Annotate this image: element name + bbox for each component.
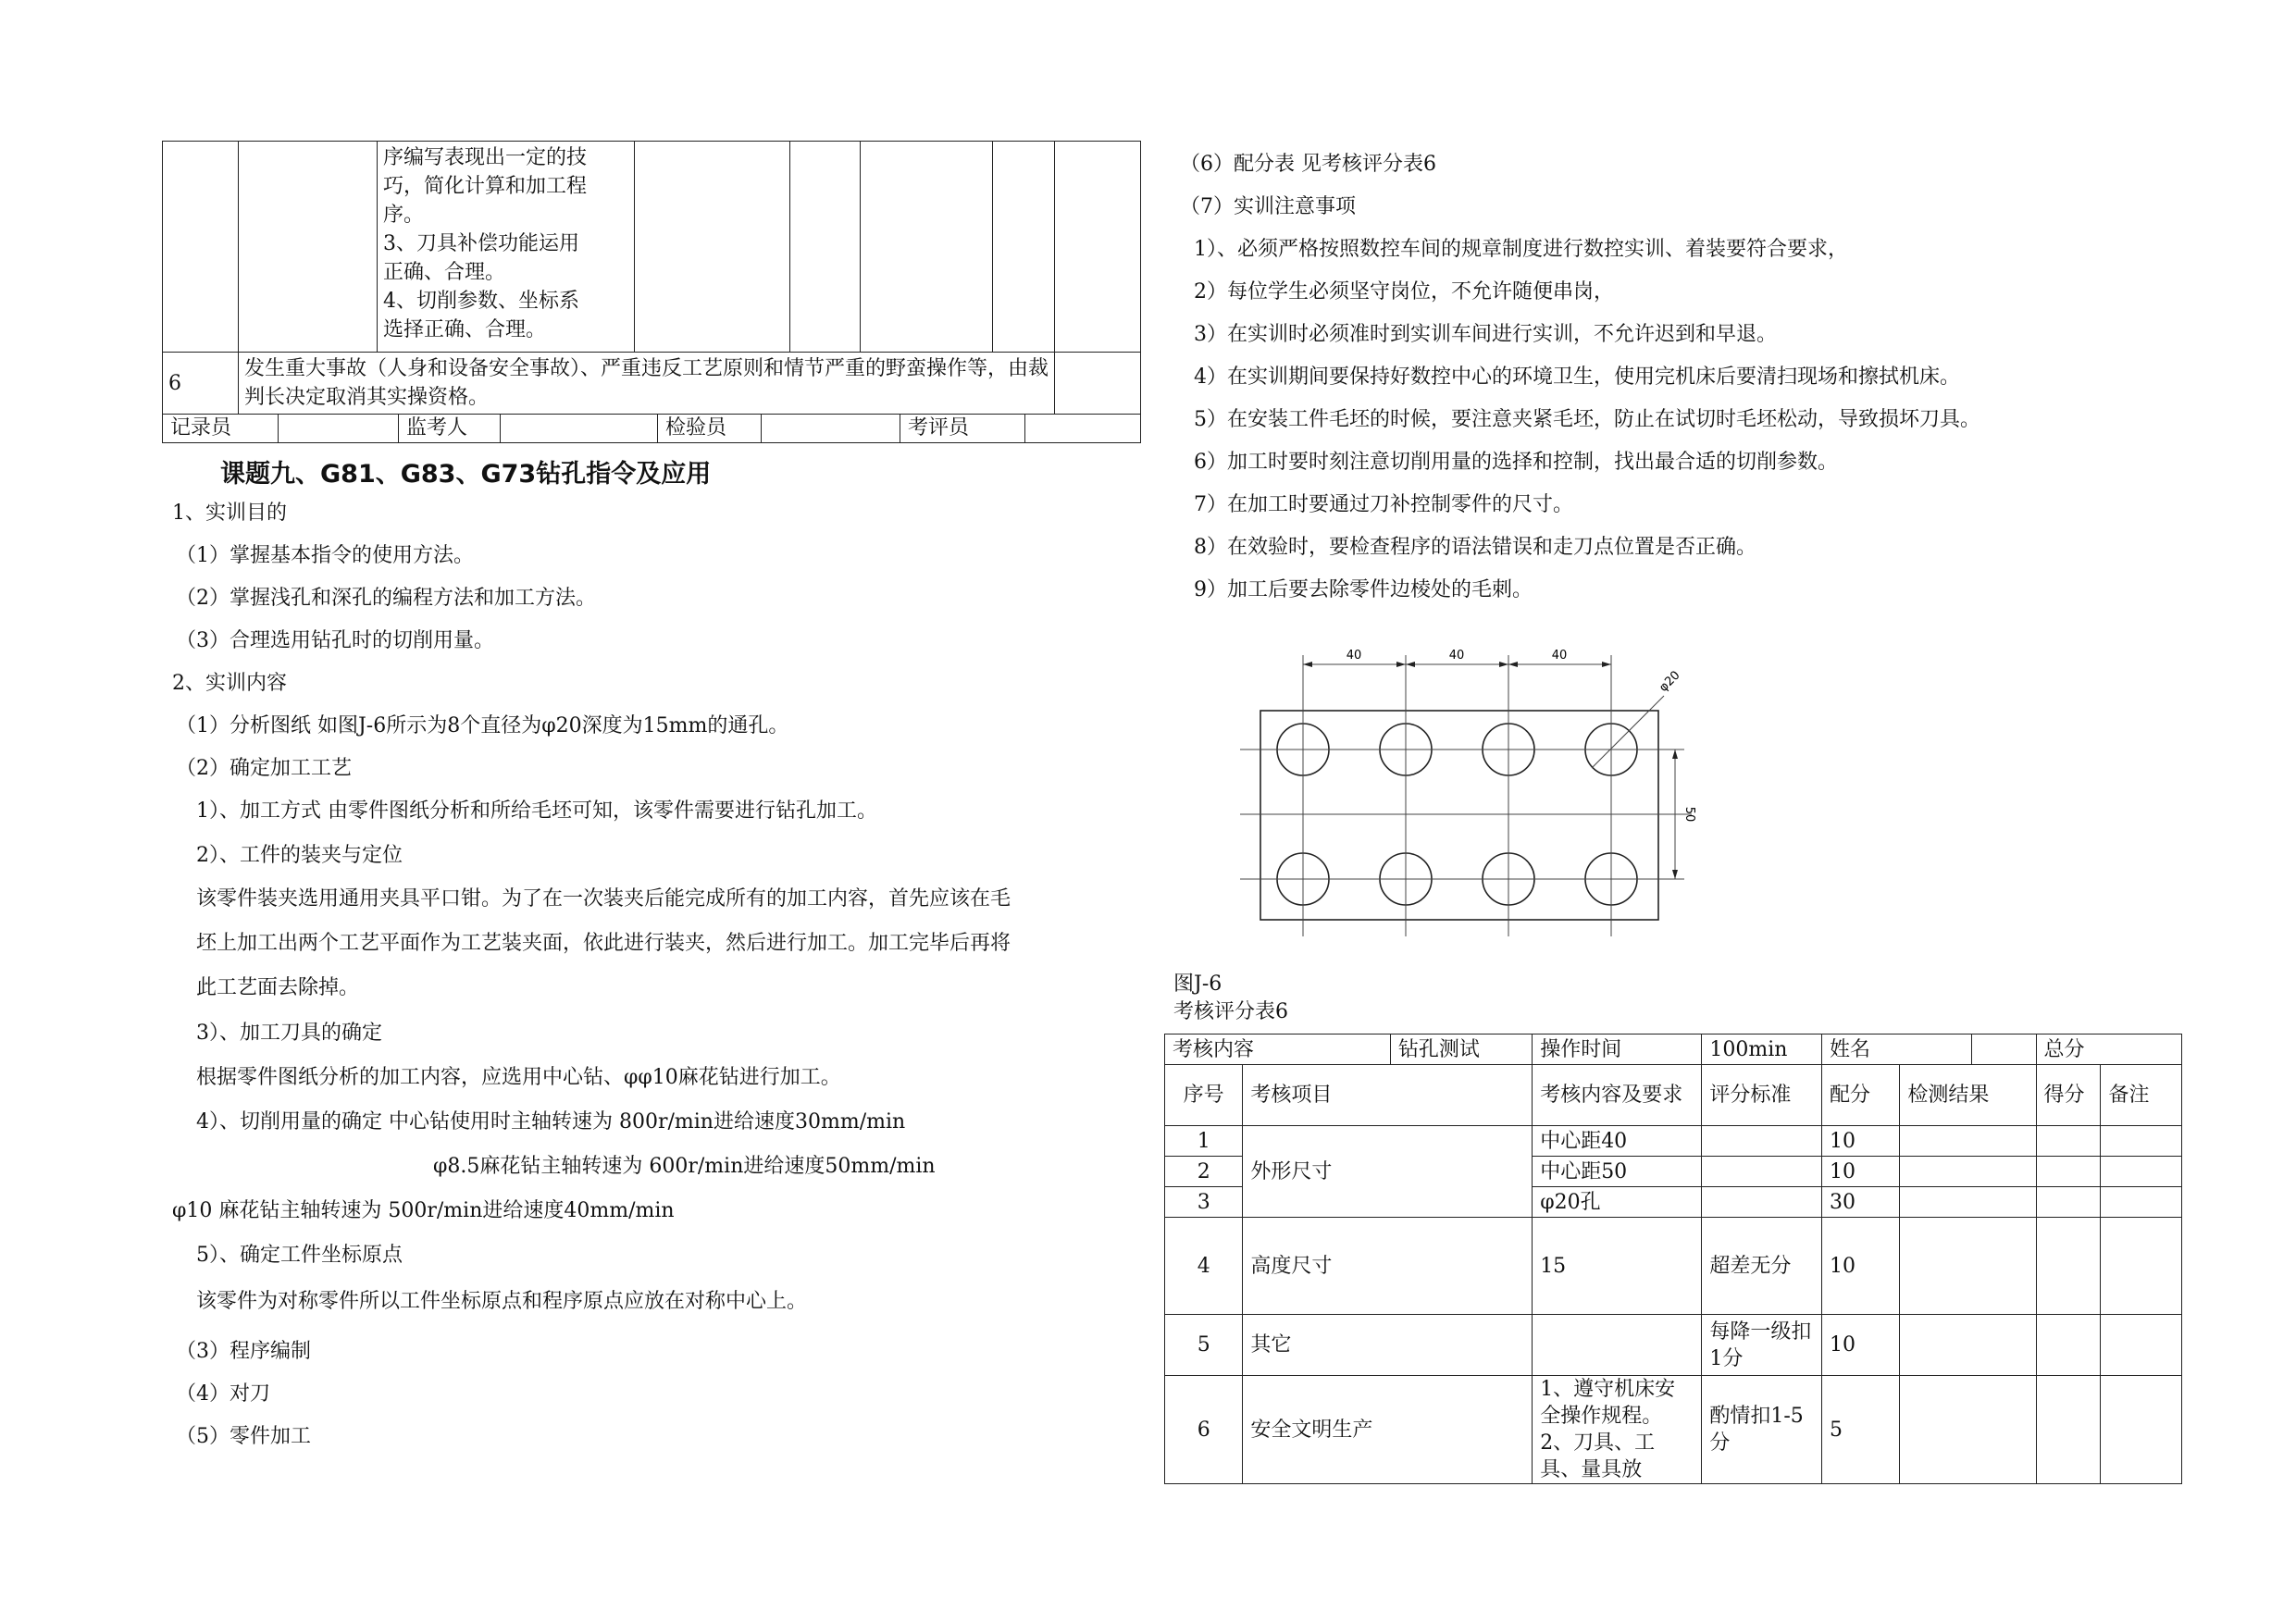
- name-label: 姓名: [1821, 1035, 1971, 1065]
- time-value: 100min: [1702, 1035, 1822, 1065]
- text-line: 5）、确定工件坐标原点: [196, 1244, 403, 1267]
- evaluator-label: 考评员: [900, 415, 1025, 443]
- table-row: [163, 142, 1141, 353]
- row-text: 发生重大事故（人身和设备安全事故）、严重违反工艺原则和情节严重的野蛮操作等，由裁判长决定取消其实操资格。: [239, 353, 1055, 415]
- table-cell: [1900, 1315, 2036, 1376]
- text-line: 4、切削参数、坐标系: [383, 290, 579, 313]
- row-no: 6: [1165, 1376, 1243, 1484]
- header-cell: 备注: [2101, 1065, 2182, 1126]
- text-line: 2、实训内容: [172, 672, 287, 695]
- table-cell: [2036, 1126, 2101, 1157]
- text-line: （2）掌握浅孔和深孔的编程方法和加工方法。: [176, 587, 596, 610]
- text-line: 7）在加工时要通过刀补控制零件的尺寸。: [1194, 493, 1573, 516]
- table-cell: [1055, 353, 1141, 415]
- table-caption: 考核评分表6: [1173, 1000, 1288, 1023]
- row-item: 高度尺寸: [1243, 1218, 1533, 1315]
- text-line: 1）、加工方式 由零件图纸分析和所给毛坯可知，该零件需要进行钻孔加工。: [196, 799, 877, 823]
- table-row: [1165, 1376, 2182, 1484]
- criteria-cell: [378, 142, 635, 353]
- figure-caption: 图J-6: [1173, 973, 1222, 996]
- text-line: 5）在安装工件毛坯的时候，要注意夹紧毛坯，防止在试切时毛坯松动，导致损坏刀具。: [1194, 408, 1980, 431]
- row-score: 10: [1821, 1157, 1899, 1187]
- table-cell: [762, 415, 900, 443]
- row-content: 中心距40: [1533, 1126, 1702, 1157]
- row-score: 10: [1821, 1315, 1899, 1376]
- row-item: 其它: [1243, 1315, 1533, 1376]
- text-line: 3）、加工刀具的确定: [196, 1022, 382, 1045]
- row-no: 2: [1165, 1157, 1243, 1187]
- dim-label: 40: [1448, 649, 1465, 663]
- criteria-table-continuation: [162, 141, 1141, 415]
- table-cell: [2036, 1157, 2101, 1187]
- table-cell: [2101, 1187, 2182, 1218]
- text-line: 巧，简化计算和加工程: [383, 175, 588, 198]
- table-cell: [2036, 1315, 2101, 1376]
- row-no: 3: [1165, 1187, 1243, 1218]
- table-cell: [2101, 1315, 2182, 1376]
- table-cell: [790, 142, 861, 353]
- text-line: 根据零件图纸分析的加工内容，应选用中心钻、φφ10麻花钻进行加工。: [196, 1066, 841, 1089]
- table-cell: [501, 415, 658, 443]
- text-line: 序编写表现出一定的技: [383, 146, 588, 169]
- table-cell: [2036, 1187, 2101, 1218]
- supervisor-label: 监考人: [399, 415, 501, 443]
- score-info-row: [1165, 1035, 2182, 1065]
- row-item: 安全文明生产: [1243, 1376, 1533, 1484]
- table-cell: [635, 142, 790, 353]
- row-no: 4: [1165, 1218, 1243, 1315]
- table-cell: [239, 142, 378, 353]
- table-cell: [1055, 142, 1141, 353]
- header-cell: 考核项目: [1243, 1065, 1533, 1126]
- row-content: [1533, 1315, 1702, 1376]
- total-label: 总分: [2036, 1035, 2181, 1065]
- table-cell: [861, 142, 993, 353]
- text-line: 1）、必须严格按照数控车间的规章制度进行数控实训、着装要符合要求，: [1194, 238, 1848, 261]
- row-standard: 超差无分: [1702, 1218, 1822, 1315]
- text-line: φ8.5麻花钻主轴转速为 600r/min进给速度50mm/min: [433, 1155, 936, 1178]
- text-line: 该零件装夹选用通用夹具平口钳。为了在一次装夹后能完成所有的加工内容，首先应该在毛: [196, 887, 1011, 911]
- header-cell: 考核内容及要求: [1533, 1065, 1702, 1126]
- row-score: 10: [1821, 1126, 1899, 1157]
- table-cell: [2101, 1376, 2182, 1484]
- content-value: 钻孔测试: [1390, 1035, 1532, 1065]
- text-line: 4）、切削用量的确定 中心钻使用时主轴转速为 800r/min进给速度30mm/min: [196, 1110, 906, 1134]
- row-content: φ20孔: [1533, 1187, 1702, 1218]
- table-row: [163, 415, 1141, 443]
- text-line: 此工艺面去除掉。: [196, 976, 360, 999]
- text-line: 1、实训目的: [172, 502, 287, 525]
- table-cell: [1900, 1376, 2036, 1484]
- table-row: [1165, 1218, 2182, 1315]
- dim-label: 40: [1551, 649, 1568, 663]
- row-score: 5: [1821, 1376, 1899, 1484]
- score-table: [1164, 1034, 2182, 1484]
- header-cell: 得分: [2036, 1065, 2101, 1126]
- text-line: （1）分析图纸 如图J-6所示为8个直径为φ20深度为15mm的通孔。: [176, 714, 789, 737]
- text-line: （5）零件加工: [176, 1425, 311, 1448]
- part-drawing-figure: [1222, 638, 1703, 953]
- table-row: [1165, 1315, 2182, 1376]
- text-line: （1）掌握基本指令的使用方法。: [176, 544, 474, 567]
- text-line: （7）实训注意事项: [1180, 195, 1356, 218]
- text-line: 4）在实训期间要保持好数控中心的环境卫生，使用完机床后要清扫现场和擦拭机床。: [1194, 365, 1960, 389]
- text-line: 6）加工时要时刻注意切削用量的选择和控制，找出最合适的切削参数。: [1194, 451, 1838, 474]
- text-line: 3、刀具补偿功能运用: [383, 232, 579, 255]
- text-line: 3）在实训时必须准时到实训车间进行实训，不允许迟到和早退。: [1194, 323, 1777, 346]
- text-line: （6）配分表 见考核评分表6: [1180, 153, 1436, 176]
- table-cell: [2101, 1218, 2182, 1315]
- text-line: 选择正确、合理。: [383, 318, 547, 341]
- score-header-row: [1165, 1065, 2182, 1126]
- text-line: φ10 麻花钻主轴转速为 500r/min进给速度40mm/min: [172, 1199, 675, 1222]
- inspector-label: 检验员: [658, 415, 762, 443]
- table-cell: [2101, 1126, 2182, 1157]
- row-standard: [1702, 1126, 1822, 1157]
- content-label: 考核内容: [1165, 1035, 1391, 1065]
- text-line: 正确、合理。: [383, 261, 506, 284]
- table-cell: [1025, 415, 1141, 443]
- row-content: 15: [1533, 1218, 1702, 1315]
- row-standard: [1702, 1187, 1822, 1218]
- header-cell: 序号: [1165, 1065, 1243, 1126]
- row-standard: 酌情扣1-5分: [1702, 1376, 1822, 1484]
- table-row: [163, 353, 1141, 415]
- table-cell: [1900, 1157, 2036, 1187]
- table-cell: [163, 142, 239, 353]
- table-cell: [1900, 1187, 2036, 1218]
- row-score: 30: [1821, 1187, 1899, 1218]
- text-line: 序。: [383, 204, 425, 227]
- table-cell: [1900, 1126, 2036, 1157]
- section-heading: 课题九、G81、G83、G73钻孔指令及应用: [220, 460, 712, 489]
- header-cell: 配分: [1821, 1065, 1899, 1126]
- text-line: 2）、工件的装夹与定位: [196, 844, 403, 867]
- table-cell: [993, 142, 1055, 353]
- diameter-label: φ20: [1657, 668, 1683, 695]
- row-standard: [1702, 1157, 1822, 1187]
- row-content: 1、遵守机床安全操作规程。 2、刀具、工具、量具放: [1533, 1376, 1702, 1484]
- table-cell: [279, 415, 399, 443]
- text-line: 9）加工后要去除零件边棱处的毛刺。: [1194, 578, 1533, 601]
- dim-label: 50: [1682, 806, 1696, 823]
- row-score: 10: [1821, 1218, 1899, 1315]
- row-standard: 每降一级扣1分: [1702, 1315, 1822, 1376]
- text-line: 2）每位学生必须坚守岗位，不允许随便串岗，: [1194, 280, 1614, 304]
- recorder-row-table: [162, 414, 1141, 443]
- header-cell: 检测结果: [1900, 1065, 2036, 1126]
- time-label: 操作时间: [1533, 1035, 1702, 1065]
- text-line: （4）对刀: [176, 1382, 270, 1406]
- text-line: （3）合理选用钻孔时的切削用量。: [176, 629, 494, 652]
- row-item: 外形尺寸: [1243, 1126, 1533, 1218]
- name-value: [1971, 1035, 2036, 1065]
- row-no: 5: [1165, 1315, 1243, 1376]
- text-line: 8）在效验时，要检查程序的语法错误和走刀点位置是否正确。: [1194, 536, 1756, 559]
- table-cell: [1900, 1218, 2036, 1315]
- part-outline: [1260, 711, 1658, 920]
- row-no: 1: [1165, 1126, 1243, 1157]
- table-cell: [2101, 1157, 2182, 1187]
- text-line: （2）确定加工工艺: [176, 757, 352, 780]
- dim-label: 40: [1346, 649, 1362, 663]
- text-line: 坯上加工出两个工艺平面作为工艺装夹面，依此进行装夹，然后进行加工。加工完毕后再将: [196, 932, 1011, 955]
- header-cell: 评分标准: [1702, 1065, 1822, 1126]
- recorder-label: 记录员: [163, 415, 279, 443]
- row-content: 中心距50: [1533, 1157, 1702, 1187]
- table-cell: [2036, 1376, 2101, 1484]
- row-number: 6: [163, 353, 239, 415]
- text-line: 该零件为对称零件所以工件坐标原点和程序原点应放在对称中心上。: [196, 1290, 808, 1313]
- table-row: [1165, 1126, 2182, 1157]
- text-line: （3）程序编制: [176, 1340, 311, 1363]
- table-cell: [2036, 1218, 2101, 1315]
